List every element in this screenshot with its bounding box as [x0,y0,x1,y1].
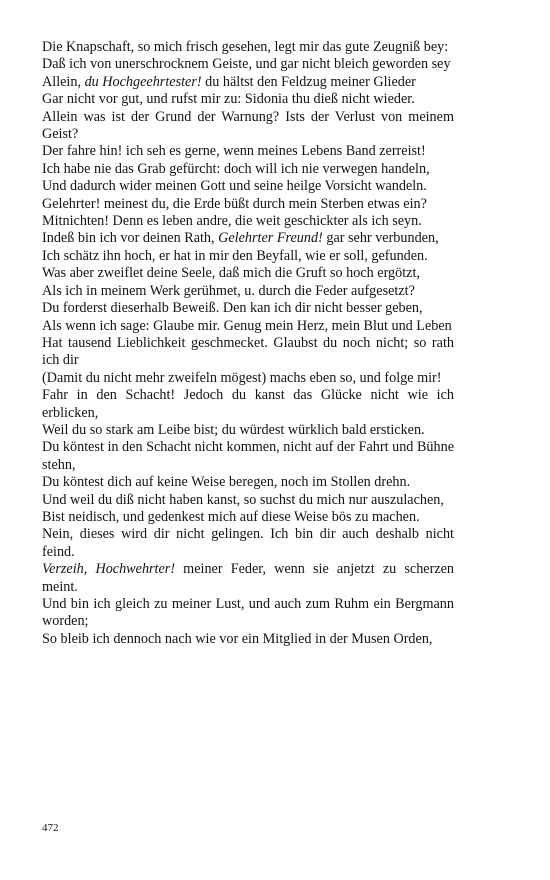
verse-line [42,492,454,509]
verse-line [42,213,454,230]
verse-line [42,561,454,596]
verse-text: Du forderst dieserhalb Beweiß. Den kan ich dir nicht besser geben, [42,300,423,317]
verse-text: Indeß bin ich vor deinen Rath, [42,230,219,247]
verse-text: Mitnichten! Denn es leben andre, die weit geschickter als ich seyn. [42,213,422,230]
page-number: 472 [42,822,59,834]
verse-line [42,422,454,439]
verse-text: Allein was ist der Grund der Warnung? Ists der Verlust von meinem Geist? [42,108,454,143]
verse-line [42,161,454,178]
verse-text: Fahr in den Schacht! Jedoch du kanst das Glücke nicht wie ich erblicken, [42,387,454,421]
verse-text: Nein, dieses wird dir nicht gelingen. Ich bin dir auch deshalb nicht feind. [42,526,454,560]
verse-line [42,109,454,144]
verse-text: gar sehr verbunden, [322,230,439,247]
verse-text: Als wenn ich sage: Glaube mir. Genug mein Herz, mein Blut und Leben [42,317,452,334]
verse-text: Du köntest dich auf keine Weise beregen, noch im Stollen drehn. [42,474,411,491]
verse-text: Und dadurch wider meinen Gott und seine heilge Vorsicht wandeln. [42,178,427,195]
verse-text: Der fahre hin! ich seh es gerne, wenn meines Lebens Band zerreist! [42,143,426,160]
verse-line [42,74,454,91]
verse-line [42,318,454,335]
verse-text: Gar nicht vor gut, und rufst mir zu: Sidonia thu dieß nicht wieder. [42,91,415,108]
verse-text: Ich schätz ihn hoch, er hat in mir den Beyfall, wie er soll, gefunden. [42,247,428,264]
verse-text: meiner Feder, wenn sie anjetzt zu scherzen meint. [42,561,455,595]
verse-line [42,178,454,195]
verse-text: Und bin ich gleich zu meiner Lust, und auch zum Ruhm ein Bergmann worden; [42,596,454,630]
verse-text: Gelehrter! meinest du, die Erde büßt durch mein Sterben etwas ein? [42,195,427,212]
verse-text: du hältst den Feldzug meiner Glieder [201,73,416,90]
verse-line [42,387,454,422]
verse-line [42,143,454,160]
verse-line [42,39,454,56]
verse-line [42,196,454,213]
verse-line [42,439,454,474]
verse-line [42,509,454,526]
verse-line [42,248,454,265]
verse-text: (Damit du nicht mehr zweifeln mögest) machs eben so, und folge mir! [42,369,442,386]
verse-text: Bist neidisch, und gedenkest mich auf diese Weise bös zu machen. [42,508,420,525]
verse-line [42,474,454,491]
verse-line [42,596,454,631]
verse-emphasis: du Hochgeehrtester! [84,73,202,90]
verse-line [42,526,454,561]
verse-line [42,230,454,247]
verse-emphasis: Verzeih, Hochwehrter! [42,561,176,578]
verse-line [42,631,454,648]
verse-text: So bleib ich dennoch nach wie vor ein Mitglied in der Musen Orden, [42,630,433,647]
verse-line [42,56,454,73]
verse-line [42,370,454,387]
verse-text: Hat tausend Lieblichkeit geschmecket. Glaubst du noch nicht; so rath ich dir [42,334,454,369]
verse-text: Allein, [42,73,85,90]
page-body [42,39,454,648]
verse-text: Ich habe nie das Grab gefürcht: doch will ich nie verwegen handeln, [42,160,430,177]
verse-text: Du köntest in den Schacht nicht kommen, nicht auf der Fahrt und Bühne stehn, [42,439,454,473]
verse-line [42,91,454,108]
verse-text: Daß ich von unerschrocknem Geiste, und gar nicht bleich geworden sey [42,56,451,73]
verse-text: Die Knapschaft, so mich frisch gesehen, legt mir das gute Zeugniß bey: [42,39,449,55]
verse-line [42,265,454,282]
verse-line [42,335,454,370]
verse-text: Was aber zweiflet deine Seele, daß mich die Gruft so hoch ergötzt, [42,265,420,282]
verse-line [42,283,454,300]
verse-text: Weil du so stark am Leibe bist; du würdest würklich bald ersticken. [42,421,425,438]
verse-emphasis: Gelehrter Freund! [218,230,323,247]
verse-line [42,300,454,317]
verse-text: Und weil du diß nicht haben kanst, so suchst du mich nur auszulachen, [42,491,444,508]
verse-text: Als ich in meinem Werk gerühmet, u. durch die Feder aufgesetzt? [42,282,415,299]
